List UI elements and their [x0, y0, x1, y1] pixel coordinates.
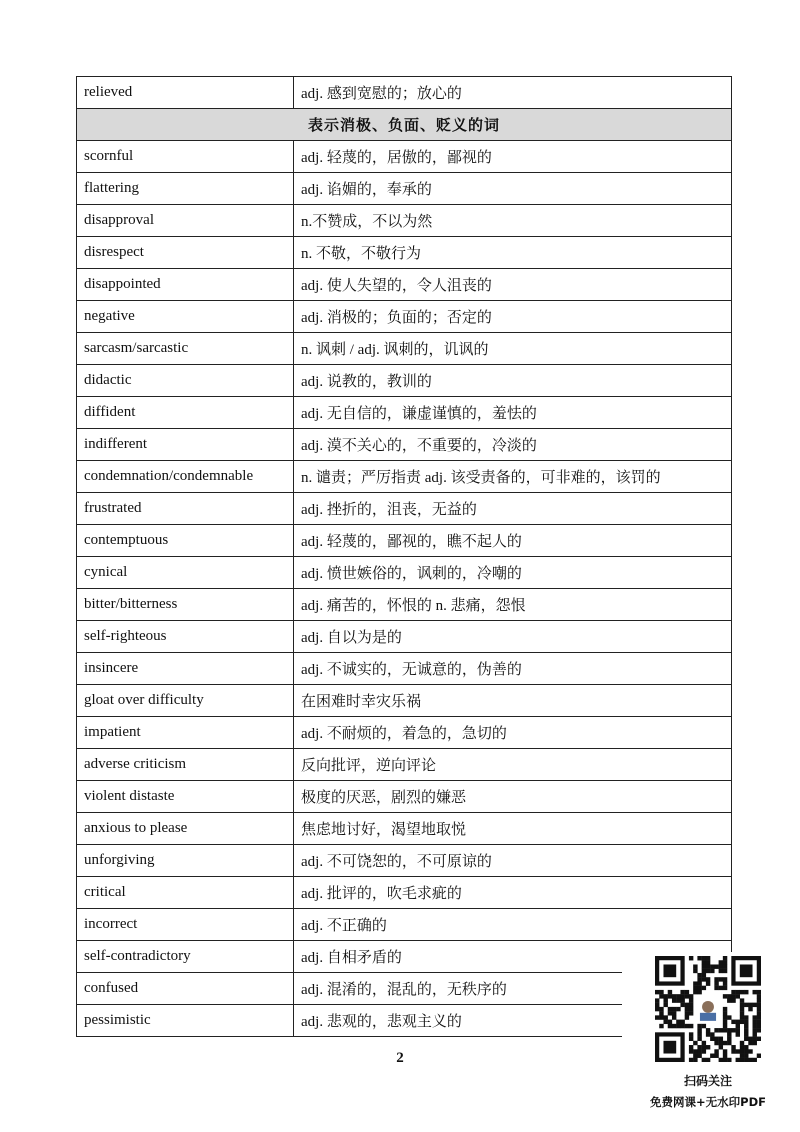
meaning-cell: 焦虑地讨好，渴望地取悦	[294, 813, 732, 845]
table-row	[77, 909, 732, 941]
qr-title: 扫码关注	[683, 1074, 732, 1088]
meaning-cell: adj. 说教的，教训的	[294, 365, 732, 397]
meaning-cell: adj. 批评的，吹毛求疵的	[294, 877, 732, 909]
table-row	[77, 525, 732, 557]
meaning-cell: n. 不敬，不敬行为	[294, 237, 732, 269]
meaning-cell: 极度的厌恶，剧烈的嫌恶	[294, 781, 732, 813]
table-row	[77, 653, 732, 685]
meaning-cell: 在困难时幸灾乐祸	[294, 685, 732, 717]
table-row	[77, 205, 732, 237]
word-cell: insincere	[77, 653, 294, 685]
word-cell: impatient	[77, 717, 294, 749]
word-cell: pessimistic	[77, 1005, 294, 1037]
table-row	[77, 269, 732, 301]
qr-subtitle: 免费网课+无水印PDF	[650, 1095, 766, 1109]
meaning-cell: adj. 自以为是的	[294, 621, 732, 653]
table-row	[77, 877, 732, 909]
word-cell: unforgiving	[77, 845, 294, 877]
meaning-cell: adj. 消极的；负面的；否定的	[294, 301, 732, 333]
word-cell: flattering	[77, 173, 294, 205]
word-cell: indifferent	[77, 429, 294, 461]
meaning-cell: n. 谴责；严厉指责 adj. 该受责备的，可非难的，该罚的	[294, 461, 732, 493]
meaning-cell: adj. 愤世嫉俗的，讽刺的，冷嘲的	[294, 557, 732, 589]
word-cell: negative	[77, 301, 294, 333]
word-cell: scornful	[77, 141, 294, 173]
word-cell: didactic	[77, 365, 294, 397]
word-cell: contemptuous	[77, 525, 294, 557]
qr-code-icon[interactable]	[655, 956, 761, 1062]
table-row	[77, 557, 732, 589]
word-cell: adverse criticism	[77, 749, 294, 781]
word-cell: bitter/bitterness	[77, 589, 294, 621]
section-heading: 表示消极、负面、贬义的词	[77, 109, 732, 141]
meaning-cell: adj. 轻蔑的，鄙视的，瞧不起人的	[294, 525, 732, 557]
meaning-cell: adj. 不诚实的，无诚意的，伪善的	[294, 653, 732, 685]
meaning-cell: adj. 无自信的，谦虚谨慎的，羞怯的	[294, 397, 732, 429]
table-row	[77, 173, 732, 205]
table-row	[77, 429, 732, 461]
word-cell: gloat over difficulty	[77, 685, 294, 717]
word-cell: anxious to please	[77, 813, 294, 845]
table-row	[77, 301, 732, 333]
meaning-cell: adj. 痛苦的，怀恨的 n. 悲痛，怨恨	[294, 589, 732, 621]
table-row	[77, 493, 732, 525]
table-row	[77, 749, 732, 781]
word-cell: self-righteous	[77, 621, 294, 653]
vocabulary-table-body	[77, 77, 732, 1037]
meaning-cell: adj. 轻蔑的，居傲的，鄙视的	[294, 141, 732, 173]
qr-promo-panel	[622, 952, 794, 1120]
table-row	[77, 333, 732, 365]
meaning-cell: adj. 不正确的	[294, 909, 732, 941]
meaning-cell: adj. 使人失望的，令人沮丧的	[294, 269, 732, 301]
meaning-cell: n.不赞成，不以为然	[294, 205, 732, 237]
meaning-cell: adj. 挫折的，沮丧，无益的	[294, 493, 732, 525]
table-row	[77, 845, 732, 877]
word-cell: relieved	[77, 77, 294, 109]
word-cell: disappointed	[77, 269, 294, 301]
table-row	[77, 813, 732, 845]
meaning-cell: adj. 不可饶恕的，不可原谅的	[294, 845, 732, 877]
word-cell: critical	[77, 877, 294, 909]
table-row	[77, 717, 732, 749]
word-cell: diffident	[77, 397, 294, 429]
meaning-cell: adj. 感到宽慰的；放心的	[294, 77, 732, 109]
word-cell: confused	[77, 973, 294, 1005]
word-cell: cynical	[77, 557, 294, 589]
table-row	[77, 685, 732, 717]
word-cell: incorrect	[77, 909, 294, 941]
table-row	[77, 781, 732, 813]
table-row	[77, 141, 732, 173]
page-number: 2	[396, 1050, 404, 1066]
word-cell: disapproval	[77, 205, 294, 237]
table-row	[77, 397, 732, 429]
word-cell: sarcasm/sarcastic	[77, 333, 294, 365]
word-cell: condemnation/condemnable	[77, 461, 294, 493]
meaning-cell: adj. 漠不关心的，不重要的，冷淡的	[294, 429, 732, 461]
meaning-cell: adj. 混淆的，混乱的，无秩序的	[294, 973, 732, 1005]
table-row	[77, 77, 732, 109]
table-row	[77, 237, 732, 269]
word-cell: violent distaste	[77, 781, 294, 813]
meaning-cell: adj. 自相矛盾的	[294, 941, 732, 973]
meaning-cell: adj. 谄媚的，奉承的	[294, 173, 732, 205]
meaning-cell: adj. 不耐烦的，着急的，急切的	[294, 717, 732, 749]
meaning-cell: adj. 悲观的，悲观主义的	[294, 1005, 732, 1037]
word-cell: disrespect	[77, 237, 294, 269]
table-row	[77, 461, 732, 493]
table-row	[77, 365, 732, 397]
section-header-row	[77, 109, 732, 141]
meaning-cell: n. 讽刺 / adj. 讽刺的，讥讽的	[294, 333, 732, 365]
vocabulary-table	[76, 76, 732, 1037]
word-cell: self-contradictory	[77, 941, 294, 973]
table-row	[77, 589, 732, 621]
meaning-cell: 反向批评，逆向评论	[294, 749, 732, 781]
table-row	[77, 621, 732, 653]
word-cell: frustrated	[77, 493, 294, 525]
